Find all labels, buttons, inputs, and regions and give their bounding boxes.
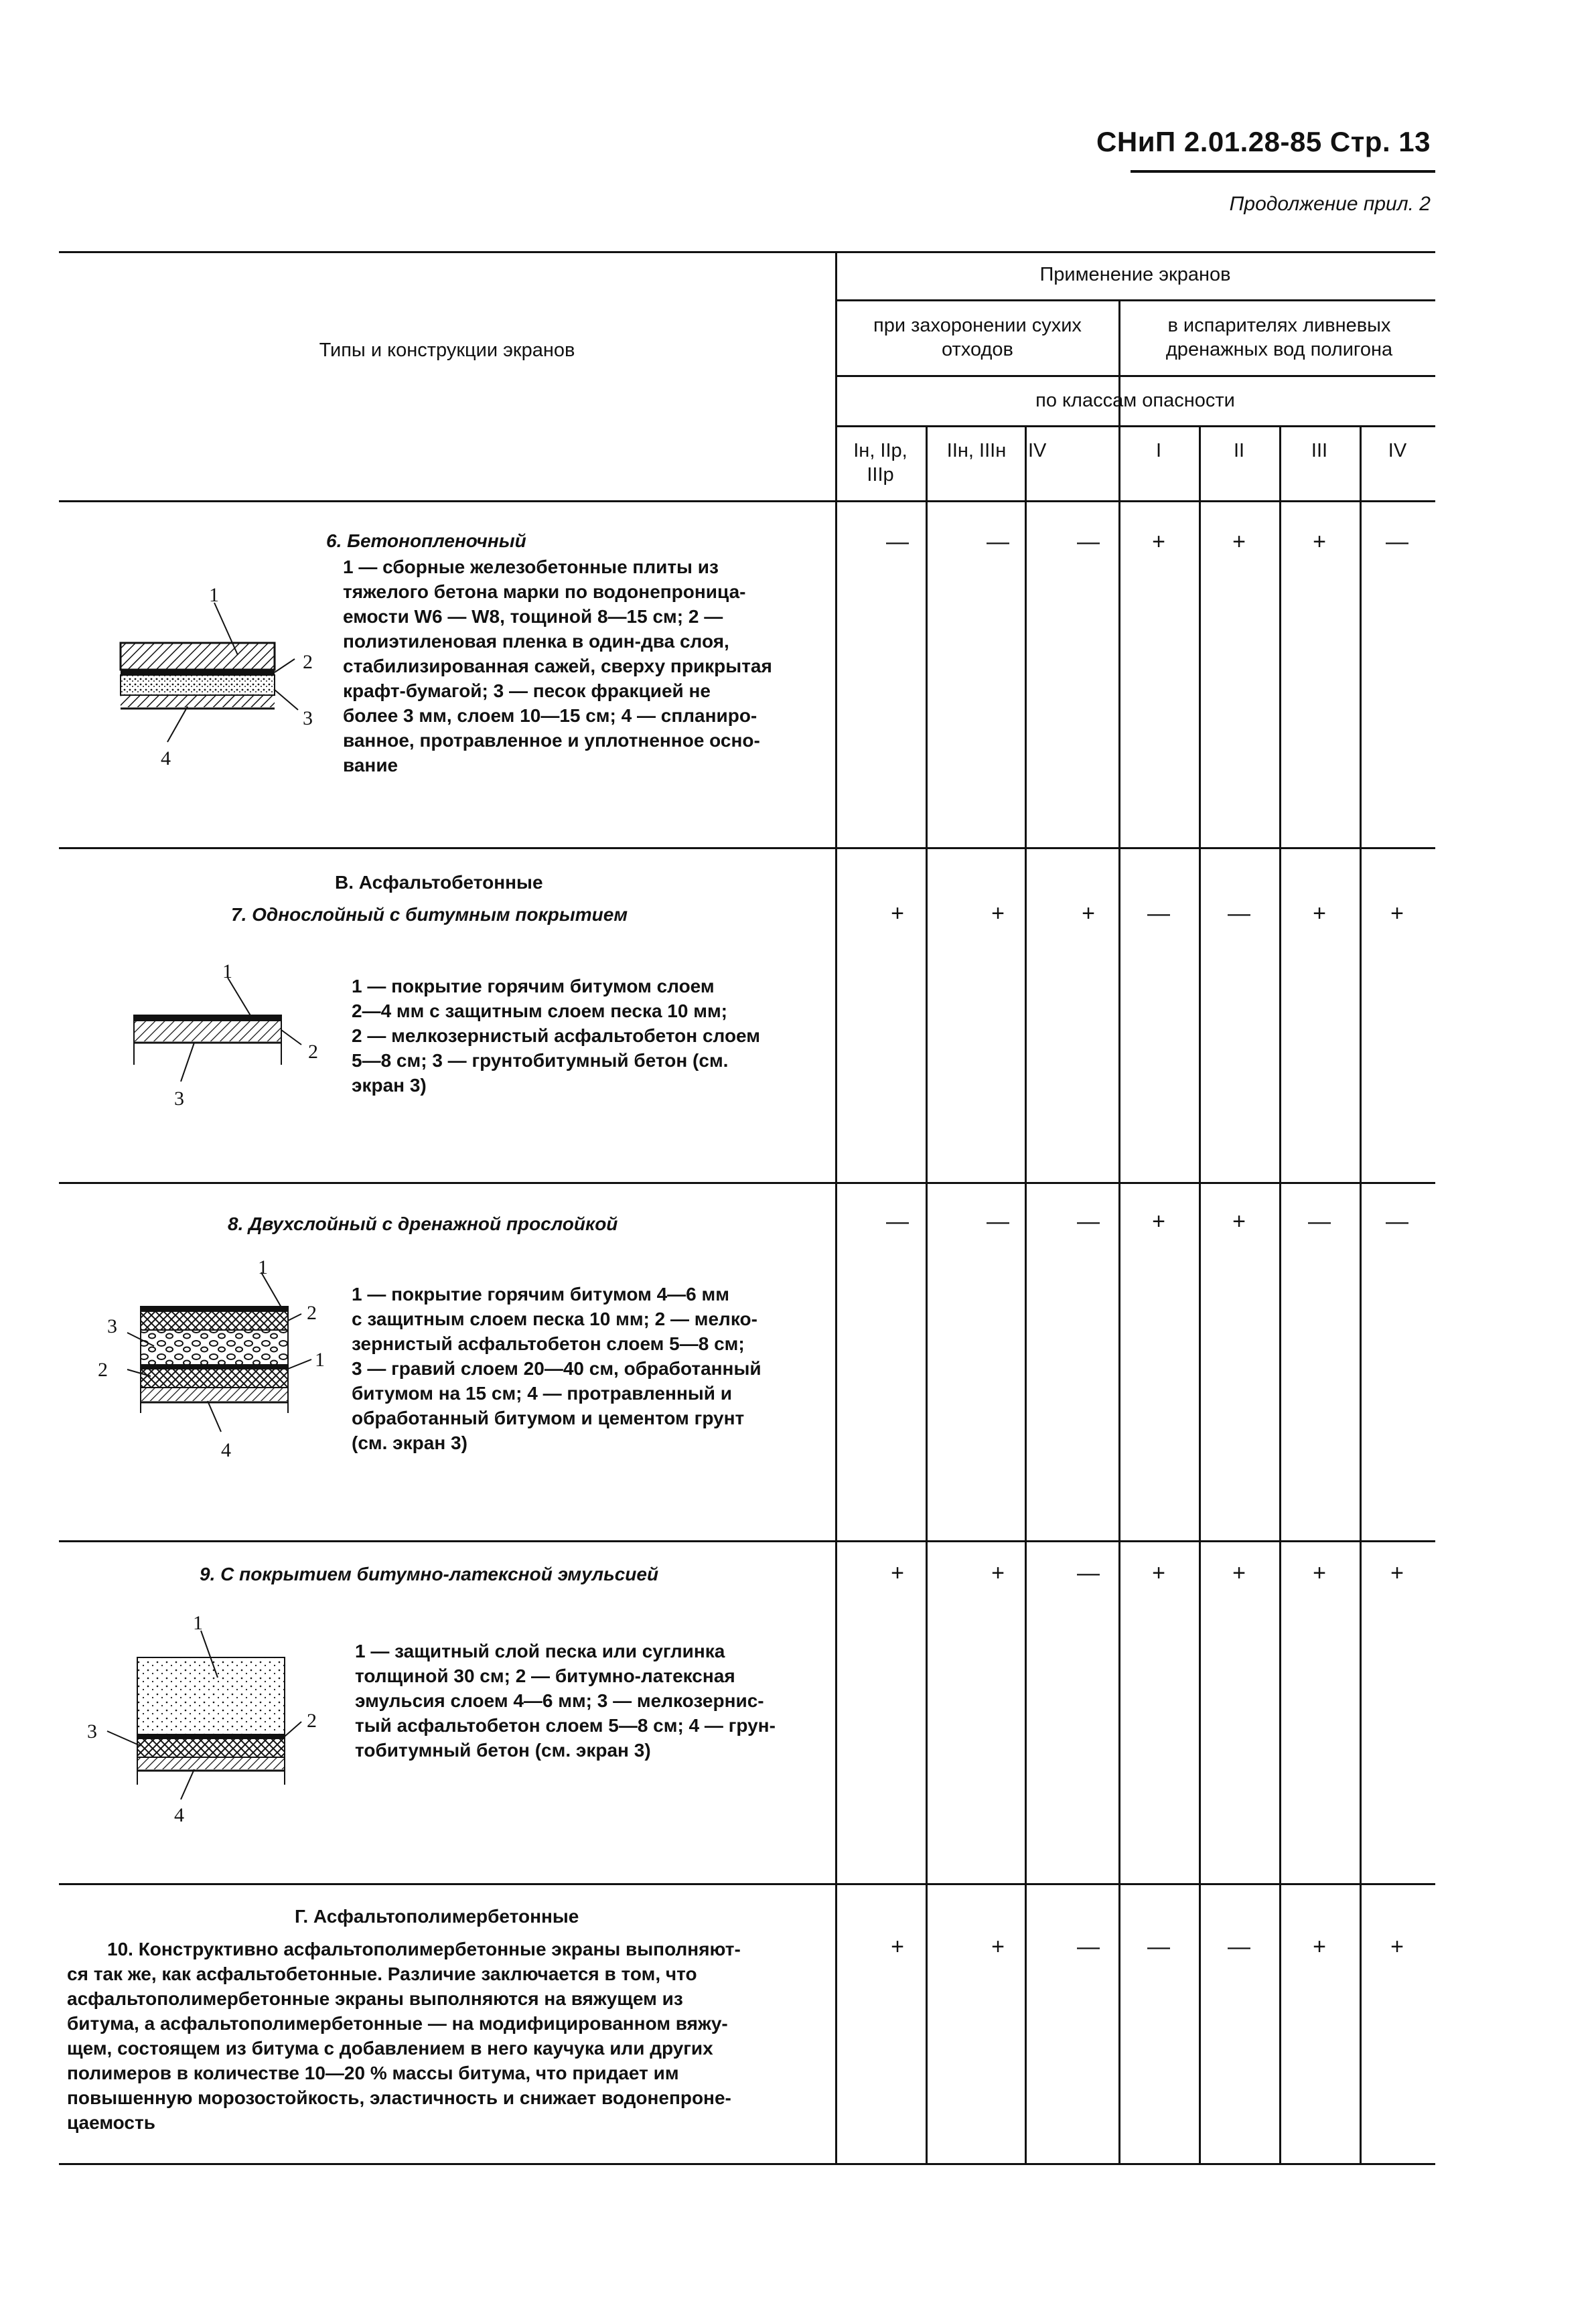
fig-label: 1 xyxy=(315,1349,325,1371)
desc-line: вание xyxy=(343,754,398,775)
class-header-1: Iн, IIр, IIIр xyxy=(853,440,908,486)
desc-line: битума, а асфальтополимербетонные — на модифицированном вяжу- xyxy=(67,2012,728,2034)
mark-r6-c6: + xyxy=(1313,529,1326,554)
class-header-5: II xyxy=(1233,440,1245,461)
desc-line: полиэтиленовая пленка в один-два слоя, xyxy=(343,630,729,652)
col-divider-types xyxy=(835,251,837,2163)
row-desc-10 xyxy=(67,1937,824,2136)
desc-line: 2 — мелкозернистый асфальтобетон слоем xyxy=(352,1025,760,1046)
rule-under-application xyxy=(835,299,1435,301)
desc-line: 2—4 мм с защитным слоем песка 10 мм; xyxy=(352,1000,727,1021)
desc-line: асфальтополимербетонные экраны выполняются на вяжущем из xyxy=(67,1988,683,2009)
mark-r9-c4: + xyxy=(1152,1560,1165,1586)
mark-r9-c2: + xyxy=(991,1560,1005,1586)
desc-line: щем, состоящем из битума с добавлением в него каучука или других xyxy=(67,2037,713,2059)
evaporators-header: в испарителях ливневых дренажных вод полигона xyxy=(1165,315,1393,361)
mark-r6-c7: — xyxy=(1386,529,1408,554)
row-rule-2 xyxy=(59,1182,1435,1184)
class-header-2: IIн, IIIн xyxy=(946,440,1007,461)
desc-line: 3 — гравий слоем 20—40 см, обработанный xyxy=(352,1357,761,1379)
document-code: СНиП 2.01.28-85 Стр. 13 xyxy=(1096,126,1431,157)
desc-line: тый асфальтобетон слоем 5—8 см; 4 — грун- xyxy=(355,1714,776,1736)
header-bottom-rule xyxy=(59,500,1435,502)
mark-r7-c5: — xyxy=(1228,901,1250,926)
desc-line: тобитумный бетон (см. экран 3) xyxy=(355,1739,651,1761)
diagram-screen-9 xyxy=(80,1604,335,1825)
row-title-6: 6. Бетонопленочный xyxy=(326,530,526,551)
col-divider-c6 xyxy=(1360,425,1362,2163)
diagram-screen-8 xyxy=(87,1259,335,1473)
desc-line: ванное, протравленное и уплотненное осно- xyxy=(343,729,760,751)
desc-line: эмульсия слоем 4—6 мм; 3 — мелкозернис- xyxy=(355,1690,764,1711)
mark-r7-c7: + xyxy=(1390,901,1404,926)
fig-label: 3 xyxy=(107,1315,117,1337)
header-rule xyxy=(1131,170,1435,173)
mark-r6-c2: — xyxy=(987,529,1009,554)
mark-r8-c5: + xyxy=(1232,1209,1246,1234)
mark-r10-c7: + xyxy=(1390,1934,1404,1959)
desc-line: ся так же, как асфальтобетонные. Различие заключается в том, что xyxy=(67,1963,697,1984)
mark-r8-c3: — xyxy=(1077,1209,1100,1234)
desc-line: 1 — покрытие горячим битумом 4—6 мм xyxy=(352,1284,729,1305)
fig-label: 2 xyxy=(307,1302,317,1324)
row-desc-9 xyxy=(355,1639,820,1763)
mark-r10-c4: — xyxy=(1147,1934,1170,1959)
col-divider-c2 xyxy=(1025,425,1027,2163)
mark-r6-c4: + xyxy=(1152,529,1165,554)
desc-line: тяжелого бетона марки по водонепроница- xyxy=(343,581,746,602)
row-desc-8 xyxy=(352,1282,820,1456)
row-desc-7 xyxy=(352,974,820,1098)
fig-label: 2 xyxy=(303,651,313,673)
mark-r8-c7: — xyxy=(1386,1209,1408,1234)
mark-r10-c5: — xyxy=(1228,1934,1250,1959)
mark-r8-c6: — xyxy=(1308,1209,1331,1234)
application-header: Применение экранов xyxy=(1039,264,1231,285)
continuation-label: Продолжение прил. 2 xyxy=(1229,193,1431,215)
row-title-9: 9. С покрытием битумно-латексной эмульсией xyxy=(200,1564,659,1584)
class-header-4: I xyxy=(1155,440,1162,461)
row-title-8: 8. Двухслойный с дренажной прослойкой xyxy=(228,1213,618,1234)
desc-line: 1 — защитный слой песка или суглинка xyxy=(355,1641,725,1661)
mark-r10-c6: + xyxy=(1313,1934,1326,1959)
desc-line: цаемость xyxy=(67,2111,155,2133)
row-title-7: 7. Однослойный с битумным покрытием xyxy=(231,904,628,925)
mark-r9-c1: + xyxy=(891,1560,904,1586)
desc-line: зернистый асфальтобетон слоем 5—8 см; xyxy=(352,1333,745,1354)
col-divider-c5 xyxy=(1279,425,1281,2163)
mark-r7-c4: — xyxy=(1147,901,1170,926)
row-desc-6 xyxy=(343,555,820,778)
table-bottom-rule xyxy=(59,2163,1435,2165)
row-rule-1 xyxy=(59,847,1435,849)
fig-label: 1 xyxy=(222,964,232,982)
desc-line: (см. экран 3) xyxy=(352,1432,467,1453)
mark-r9-c7: + xyxy=(1390,1560,1404,1586)
fig-label: 2 xyxy=(98,1359,108,1381)
mark-r6-c3: — xyxy=(1077,529,1100,554)
mark-r8-c2: — xyxy=(987,1209,1009,1234)
hazard-classes-header: по классам опасности xyxy=(1035,390,1235,411)
desc-line: обработанный битумом и цементом грунт xyxy=(352,1407,745,1428)
mark-r7-c1: + xyxy=(891,901,904,926)
mark-r9-c5: + xyxy=(1232,1560,1246,1586)
row-rule-4 xyxy=(59,1883,1435,1885)
mark-r8-c1: — xyxy=(886,1209,909,1234)
desc-line: экран 3) xyxy=(352,1074,427,1096)
desc-line: 5—8 см; 3 — грунтобитумный бетон (см. xyxy=(352,1049,729,1071)
class-header-3: IV xyxy=(1028,440,1047,461)
mark-r10-c2: + xyxy=(991,1934,1005,1959)
mark-r9-c6: + xyxy=(1313,1560,1326,1586)
fig-label: 3 xyxy=(174,1088,184,1110)
desc-line: 1 — сборные железобетонные плиты из xyxy=(343,557,719,577)
class-header-7: IV xyxy=(1388,440,1407,461)
mark-r7-c6: + xyxy=(1313,901,1326,926)
row-rule-3 xyxy=(59,1540,1435,1542)
fig-label: 2 xyxy=(308,1041,318,1063)
diagram-screen-7 xyxy=(107,964,335,1132)
fig-label: 2 xyxy=(307,1710,317,1732)
mark-r6-c1: — xyxy=(886,529,909,554)
col-divider-c4 xyxy=(1199,425,1201,2163)
desc-line: толщиной 30 см; 2 — битумно-латексная xyxy=(355,1665,735,1686)
dry-waste-header: при захоронении сухих отходов xyxy=(873,315,1082,361)
table-top-rule xyxy=(59,251,1435,253)
desc-line: более 3 мм, слоем 10—15 см; 4 — спланиро- xyxy=(343,704,757,726)
mark-r8-c4: + xyxy=(1152,1209,1165,1234)
mark-r10-c3: — xyxy=(1077,1934,1100,1959)
desc-line: крафт-бумагой; 3 — песок фракцией не xyxy=(343,680,711,701)
fig-label: 3 xyxy=(303,707,313,729)
fig-label: 1 xyxy=(258,1259,268,1278)
mark-r10-c1: + xyxy=(891,1934,904,1959)
mark-r7-c2: + xyxy=(991,901,1005,926)
types-column-header: Типы и конструкции экранов xyxy=(319,340,575,361)
fig-label: 4 xyxy=(174,1804,184,1825)
mark-r6-c5: + xyxy=(1232,529,1246,554)
mark-r9-c3: — xyxy=(1077,1560,1100,1586)
desc-line: полимеров в количестве 10—20 % массы битума, что придает им xyxy=(67,2062,679,2083)
section-heading-g: Г. Асфальтополимербетонные xyxy=(295,1906,579,1927)
rule-under-subgroups xyxy=(835,375,1435,377)
desc-line: битумом на 15 см; 4 — протравленный и xyxy=(352,1382,732,1404)
mark-r7-c3: + xyxy=(1082,901,1095,926)
col-divider-c1 xyxy=(926,425,928,2163)
section-heading-v: В. Асфальтобетонные xyxy=(335,872,543,893)
desc-line: стабилизированная сажей, сверху прикрытая xyxy=(343,655,772,676)
desc-line: емости W6 — W8, тощиной 8—15 см; 2 — xyxy=(343,605,723,627)
desc-line: повышенную морозостойкость, эластичность и снижает водонепроне- xyxy=(67,2087,731,2108)
fig-label: 3 xyxy=(87,1720,97,1742)
fig-label: 4 xyxy=(221,1439,231,1461)
fig-label: 1 xyxy=(209,584,219,606)
desc-line: 1 — покрытие горячим битумом слоем xyxy=(352,976,715,996)
desc-line: с защитным слоем песка 10 мм; 2 — мелко- xyxy=(352,1308,757,1329)
diagram-screen-6 xyxy=(107,576,335,770)
fig-label: 1 xyxy=(193,1612,203,1634)
desc-line: 10. Конструктивно асфальтополимербетонные экраны выполняют- xyxy=(107,1939,741,1959)
class-header-6: III xyxy=(1311,440,1328,461)
fig-label: 4 xyxy=(161,747,171,769)
